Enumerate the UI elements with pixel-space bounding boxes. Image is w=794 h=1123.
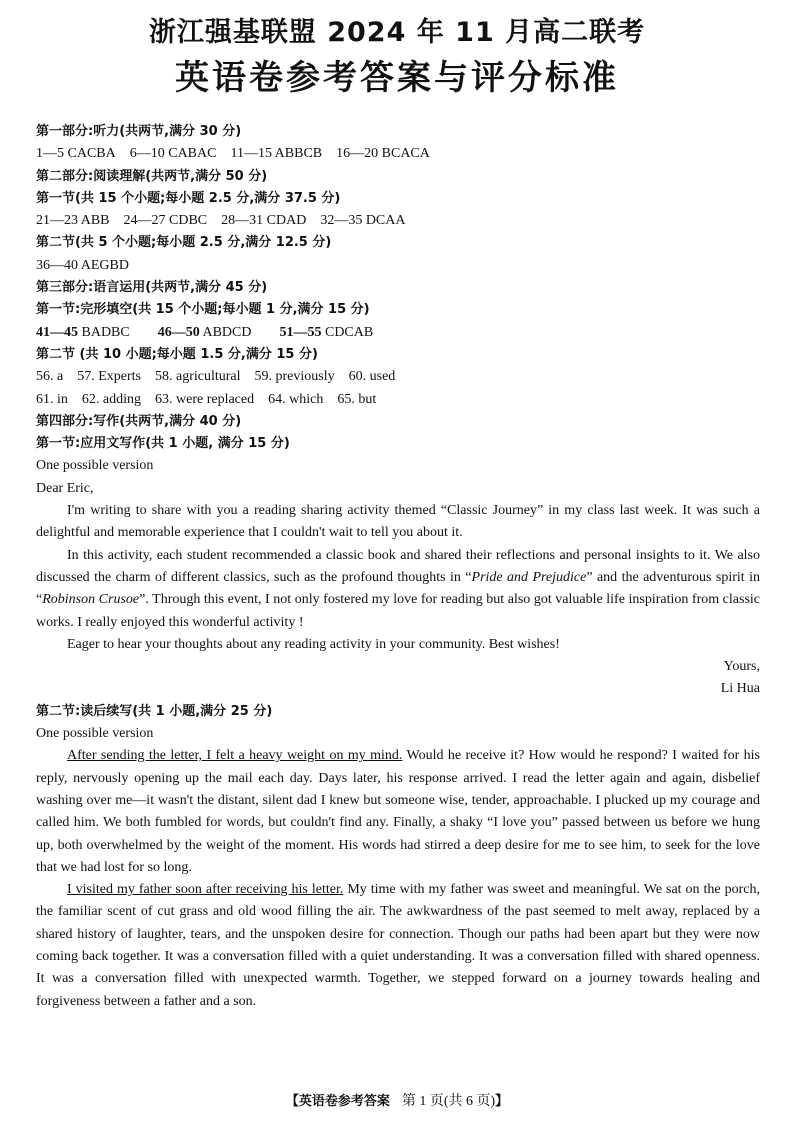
answer-item: 58. agricultural [154, 369, 241, 385]
part3-section1-answers [36, 322, 760, 344]
book-title: Pride and Prejudice [471, 569, 587, 585]
answer-item: 57. Experts [77, 369, 141, 385]
answer-group: 1—5 CACBA [36, 146, 116, 162]
answer-group [279, 325, 387, 340]
answer-group [158, 325, 266, 340]
document-title: 英语卷参考答案与评分标准 [175, 58, 619, 98]
answer-group: 6—10 CABAC [129, 146, 217, 162]
letter-paragraph [36, 545, 760, 634]
letter-text: ” and the adventurous spirit in “ [36, 569, 760, 608]
answer-item: 61. in [36, 391, 68, 407]
answer-group [36, 325, 144, 340]
given-opening-sentence: I visited my father soon after receiving his letter. [67, 882, 344, 898]
answer-item: 60. used [348, 369, 396, 385]
answer-item: 59. previously [254, 369, 335, 385]
answer-item: 56. a [36, 369, 64, 385]
letter-greeting: Dear Eric, [36, 480, 94, 496]
answer-item: 62. adding [81, 391, 141, 407]
letter-paragraph: I'm writing to share with you a reading sharing activity themed “Classic Journey” in my class last week. It was such a delightful and memorable experience that I couldn't wait to tell you about it. [36, 503, 760, 541]
version-label: One possible version [36, 726, 154, 742]
answer-range: 51—55 [279, 324, 322, 340]
answer-group: 11—15 ABBCB [230, 146, 323, 162]
answer-item: 63. were replaced [155, 391, 255, 407]
part3-section2-heading: 第二节 (共 10 小题;每小题 1.5 分,满分 15 分) [36, 346, 318, 362]
answer-group: 21—23 ABB [36, 213, 110, 229]
answer-group: 28—31 CDAD [221, 213, 307, 229]
exam-title: 浙江强基联盟 2024 年 11 月高二联考 [148, 17, 646, 48]
footer-label: 【英语卷参考答案 [285, 1094, 390, 1109]
book-title: Robinson Crusoe [42, 592, 140, 608]
letter-text: In this activity, each student recommended a classic book and shared their reflections and personal insights to it. We also discussed the charm of different classics, such as the profound thoughts in “ [36, 547, 760, 585]
part3-section2-answers-row2 [36, 389, 760, 411]
part2-section2-heading: 第二节(共 5 个小题;每小题 2.5 分,满分 12.5 分) [36, 235, 332, 251]
answer-letters: BADBC [81, 324, 130, 340]
answer-group: 24—27 CDBC [123, 213, 208, 229]
part2-section1-answers [36, 210, 760, 232]
answer-range: 41—45 [36, 324, 78, 340]
footer-label-end: 】 [495, 1094, 509, 1109]
story-paragraph [36, 879, 760, 1013]
part4-section1-heading: 第一节:应用文写作(共 1 小题, 满分 15 分) [36, 436, 290, 452]
part3-section1-heading: 第一节:完形填空(共 15 个小题;每小题 1 分,满分 15 分) [36, 302, 370, 318]
answer-item: 65. but [337, 391, 377, 407]
part4-heading: 第四部分:写作(共两节,满分 40 分) [36, 413, 242, 429]
letter-paragraph: Eager to hear your thoughts about any reading activity in your community. Best wishes! [67, 636, 560, 652]
answer-range: 46—50 [157, 324, 200, 340]
part1-heading: 第一部分:听力(共两节,满分 30 分) [36, 124, 242, 139]
given-opening-sentence: After sending the letter, I felt a heavy weight on my mind. [67, 748, 403, 764]
part2-section2-answers [36, 255, 760, 277]
story-text: My time with my father was sweet and meaningful. We sat on the porch, the familiar scent of cut grass and old wood filling the air. The awkwardness of the past seemed to melt away, replaced by a shared history of laughter, tears, and the unspoken desire for connection. Though our paths had been apart but they were now coming back together. It was a conversation filled with a quiet understanding. It was a conversation filled with shared openness. It was a conversation filled with unexpected warmth. Together, we stepped forward on a journey towards healing and forgiveness between a father and a son. [36, 882, 760, 1009]
part2-heading: 第二部分:阅读理解(共两节,满分 50 分) [36, 168, 268, 184]
version-label: One possible version [36, 458, 154, 474]
letter-text: ”. Through this event, I not only fostered my love for reading but also got valuable life inspiration from classic works. I really enjoyed this wonderful activity ! [36, 592, 761, 630]
page-number: 第 1 页(共 6 页) [401, 1094, 496, 1109]
part4-section2-heading: 第二节:读后续写(共 1 小题,满分 25 分) [36, 703, 273, 719]
story-paragraph [36, 745, 760, 879]
answer-item: 64. which [268, 391, 324, 407]
part1-answers [36, 143, 760, 165]
part3-section2-answers-row1 [36, 366, 760, 388]
story-text: Would he receive it? How would he respond? I waited for his reply, nervously opening up the mail each day. Days later, his response arrived. I read the letter again and again, disbelief washing over me—it wasn't the distant, silent dad I knew but someone wise, tender, approachable. I plucked up my courage and called him. We both fumbled for words, but couldn't find any. Finally, a shaky “I love you” passed between us before we hung up, both overwhelmed by the weight of the moment. His words had stirred a deep desire for me to see him, to seek for the love that we had lost for so long. [36, 748, 760, 875]
page-footer [0, 1090, 794, 1110]
answer-group: 16—20 BCACA [336, 146, 430, 162]
letter-closing: Yours, [723, 659, 760, 675]
part3-heading: 第三部分:语言运用(共两节,满分 45 分) [36, 280, 268, 296]
answer-group: 36—40 AEGBD [36, 257, 129, 273]
letter-signature: Li Hua [720, 681, 760, 697]
answer-content [36, 121, 760, 1013]
answer-letters: CDCAB [324, 324, 374, 340]
answer-letters: ABDCD [202, 324, 252, 340]
answer-group: 32—35 DCAA [320, 213, 406, 229]
part2-section1-heading: 第一节(共 15 个小题;每小题 2.5 分,满分 37.5 分) [36, 190, 341, 206]
